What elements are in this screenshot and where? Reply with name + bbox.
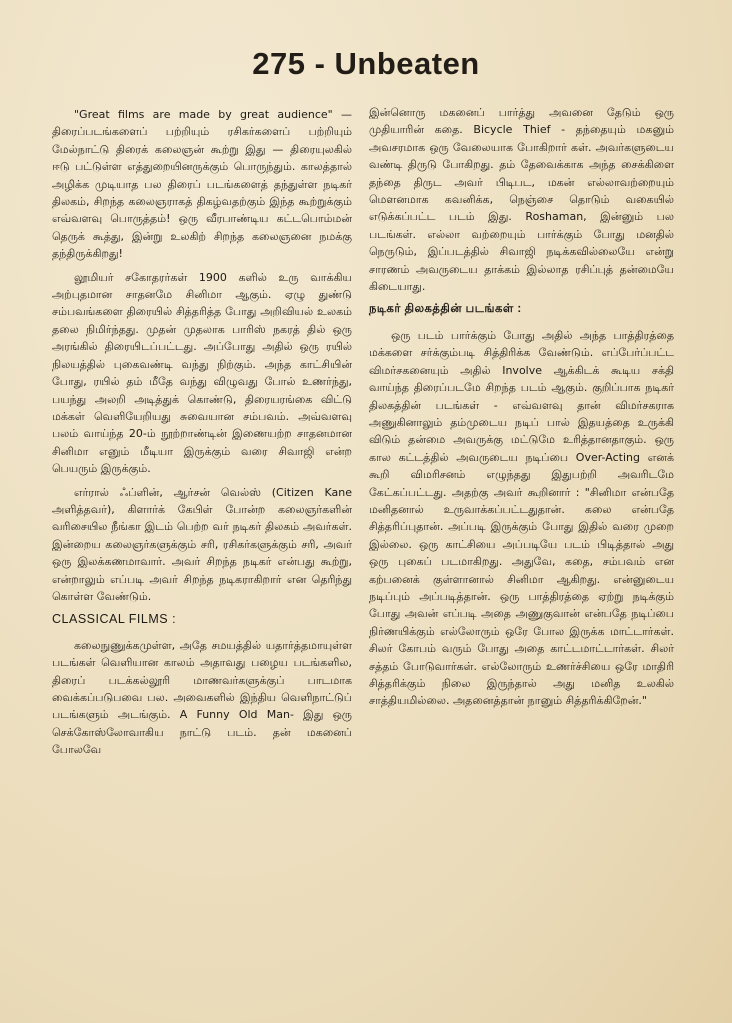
left-column	[52, 106, 352, 765]
right-paragraph-1: இன்னொரு மகனைப் பார்த்து அவனை தேடும் ஒரு முதியாரின் கதை. Bicycle Thief - தந்தையும் மகனும் அவசரமாக ஒரு வேலையாக போகிறார் கள். அவர்களுடைய வண்டி திருடு போகிறது. தம் தேவைக்காக அந்த சைக்கிளை தந்தை திருட அவர் பிடிபட, மகன் எல்லாவற்றையும் மௌனமாக கவனிக்க, நெஞ்சை தொடும் வகையில் எடுக்கப்பட்ட படம் இது. Roshaman, இன்னும் பல படங்கள். எல்லா வற்றையும் பார்க்கும் போது மனதில் நெருடும், இப்படத்தில் சிவாஜி நடிக்கவில்லையே என்று சாரணம் அவருடைய தாக்கம் இல்லாத ரசிப்புத் தன்மையே கிடையாது.	[369, 106, 674, 294]
classical-films-heading: CLASSICAL FILMS :	[52, 612, 177, 627]
left-paragraph-2: லூமியர் சகோதரர்கள் 1900 களில் உரு வாக்கிய அற்புதமான சாதனமே சினிமா ஆகும். ஏழு துண்டு சம்பவங்களை திரையில் சித்தரித்த போது அறிவியல் உலகம் தலை நிமிர்ந்தது. முதன் முதலாக பாரிஸ் நகரத் தில் ஒரு அரங்கில் திரையிடப்பட்டது. அப்போது அதில் ஒரு ரயில் நிலயத்தில் புகைவண்டி வந்து நிற்கும். அந்த காட்சியின் போது, ரயில் தம் மீதே வந்து விழுவது போல் உணர்ந்து, பயந்து அலறி அடித்துக் கொண்டு, திரையரங்கை விட்டு மக்கள் வெளியேறியது சுவையான சம்பவம். அவ்வளவு பலம் வாய்ந்த 20-ம் நூற்றாண்டின் இணையற்ற சாதனமான சினிமா எனும் மீடியா இருக்கும் வரை சிவாஜி என்ற பெயரும் இருக்கும்.	[52, 270, 352, 476]
right-paragraph-2: ஒரு படம் பார்க்கும் போது அதில் அந்த பாத்திரத்தை மக்களை சர்க்கும்படி சித்திரிக்க வேண்டும். எப்பேர்ப்பட்ட விமர்சகனையும் அதில் Involve ஆக்கிடக் கூடிய சக்தி வாய்ந்த திரைப்படமே சிறந்த படம் ஆகும். குறிப்பாக நடிகர் திலகத்தின் படங்கள் - எவ்வளவு தான் விமர்சகராக அணுகினாலும் தம்முடைய நடிப் பால் இதயத்தை உருக்கி விடும் தன்மை அவருக்கு மட்டுமே உரித்தானதாகும். ஒரு கால கட்டத்தில் அவருடைய நடிப்பை Over-Acting எனக் கூறி விமரிசனம் எழுந்தது இதுபற்றி அவரிடமே கேட்கப்பட்டது. அதற்கு அவர் கூறினார் : "சினிமா என்பதே மனிதனால் உருவாக்கப்பட்டதுதான். கலை என்பதே சித்தரிப்புதான். அப்படி இருக்கும் போது இதில் வரை முறை இல்லை. ஒரு காட்சியை அப்படியே படம் பிடித்தால் அது ஒரு புகைப் படமாகிறது. அதுவே, கதை, சம்பவம் என கற்பனைக் குள்ளானால் சினிமா ஆகிறது. என்னுடைய நடிப்பும் அப்படித்தான். ஒரு பாத்திரத்தை ஏற்று நடிக்கும் போது அவன் எப்படி அதை அணுகுவான் என்பதே நடிப்பை நிர்ணயிக்கும் எல்லோரும் ஒரே போல இருக்க மாட்டார்கள். சிலர் கோபம் வரும் போது அதை காட்டமாட்டார்கள். சிலர் சத்தம் போடுவார்கள். எல்லோரும் உணர்ச்சியை ஒரே மாதிரி சித்தரிக்கும் நிலை இருந்தால் அது மனித உலகில் சாத்தியமில்லை. அதனைத்தான் நானும் சித்தரிக்கிறேன்."	[369, 328, 674, 708]
left-paragraph-1: "Great films are made by great audience" — திரைப்படங்களைப் பற்றியும் ரசிகர்களைப் பற்றியும் மேல்நாட்டு திரைக் கலைஞன் கூற்று இது — திரையுலகில் ஈடு பட்டுள்ள எத்துறையினருக்கும் பொருந்தும். காலத்தால் அழிக்க முடியாத பல திரைப் படங்களைத் தந்துள்ள நடிகர் திலகம், சிறந்த கலைஞராகத் திகழ்வதற்கும் இந்த கூற்றுக்கும் எவ்வளவு பொருத்தம்! ஒரு வீரபாண்டிய கட்டபொம்மன் தெருக் கூத்து, இன்று உலகிற் சிறந்த கலைஞனை நமக்கு தந்திருக்கிறது!	[52, 108, 352, 261]
right-column	[369, 104, 674, 716]
actor-films-heading: நடிகர் திலகத்தின் படங்கள் :	[369, 303, 522, 316]
left-paragraph-4: கலைநுணுக்கமுள்ள, அதே சமயத்தில் யதார்த்தமாயுள்ள படங்கள் வெளியான காலம் அதாவது பழைய படங்களில, திரைப் படக்கல்லூரி மாணவர்களுக்குப் பாடமாக வைக்கப்படுபவை பல. அவைகளில் இந்திய வெளிநாட்டுப் படங்களும் அடங்கும். A Funny Old Man- இது ஒரு செக்கோஸ்லோவாகிய நாட்டு படம். தன் மகனைப் போலவே	[52, 638, 352, 757]
left-paragraph-3: எர்ரால் ஃப்ளின், ஆர்சன் வெல்ஸ் (Citizen Kane அளித்தவர்), கிளார்க் கேபிள் போன்ற கலைஞர்களின் வரிசையில நீங்கா இடம் பெற்ற வர் நடிகர் திலகம் அவர்கள். இன்றைய கலைஞர்களுக்கும் சரி, ரசிகர்களுக்கும் சரி, அவர் ஒரு இலக்கணமாவார். அவர் சிறந்த நடிகர் என்பது கூற்று, என்றாலும் எப்படி அவர் சிறந்த நடிகராகிறார் என தெரிந்து கொள்ள வேண்டும்.	[52, 485, 352, 603]
page-title: 275 - Unbeaten	[252, 46, 480, 81]
